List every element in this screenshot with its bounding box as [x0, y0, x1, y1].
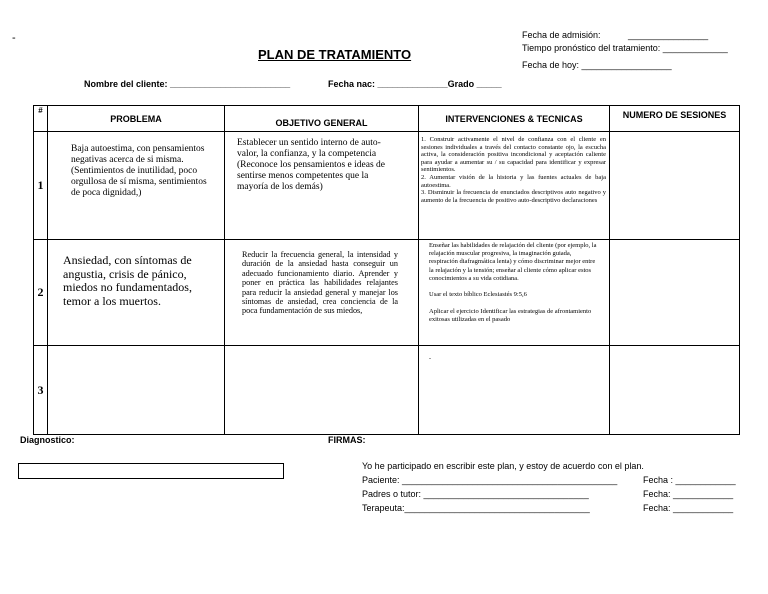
sessions-cell[interactable]	[610, 240, 740, 346]
diagnosis-input[interactable]	[18, 463, 284, 479]
diagnosis-label: Diagnostico:	[20, 435, 75, 445]
header-intervenciones: INTERVENCIONES & TECNICAS	[419, 106, 610, 132]
agreement-statement: Yo he participado en escribir este plan, y estoy de acuerdo con el plan.	[362, 461, 644, 471]
table-header-row	[34, 106, 740, 132]
today-date-field[interactable]: Fecha de hoy: __________________	[522, 60, 672, 70]
interventions-text: .	[429, 352, 431, 361]
patient-date-field[interactable]: Fecha : ____________	[643, 475, 736, 485]
table-row	[34, 132, 740, 240]
sessions-cell[interactable]	[610, 346, 740, 435]
therapist-signature-line[interactable]: Terapeuta:_____________________________________	[362, 503, 590, 513]
interventions-cell[interactable]	[419, 240, 610, 346]
table-row	[34, 346, 740, 435]
objective-cell[interactable]	[225, 346, 419, 435]
problem-cell[interactable]	[48, 132, 225, 240]
problem-text: Baja autoestima, con pensamientos negativas acerca de si misma. (Sentimientos de inutilidad, poco orgullosa de sí misma, sentimientos de poca dignidad,)	[71, 144, 207, 198]
row-number: 3	[34, 346, 48, 435]
interventions-text: 1. Construir activamente el nivel de confianza con el cliente en sesiones individuales a través del contacto constante ojo, la escucha activa, la consideración positiva incondicional y aceptación caliente para ayudar a aumentar su / su capacidad para identificar y expresar sentimientos. 2. Aumentar visión de la historia y las fuentes actuales de baja autoestima. 3. Disminuir la frecuencia de enunciados descriptivos auto negativo y aumento de la frecuencia de positivo auto-descriptivo declaraciones	[421, 136, 606, 204]
table-row	[34, 240, 740, 346]
objective-cell[interactable]	[225, 240, 419, 346]
interventions-cell[interactable]	[419, 346, 610, 435]
header-number: #	[34, 106, 48, 132]
header-sesiones: NUMERO DE SESIONES	[610, 106, 740, 132]
row-number: 1	[34, 132, 48, 240]
corner-mark: -	[12, 32, 16, 44]
guardian-date-field[interactable]: Fecha: ____________	[643, 489, 734, 499]
problem-cell[interactable]	[48, 240, 225, 346]
row-number: 2	[34, 240, 48, 346]
birthdate-grade-field[interactable]: Fecha nac: ______________Grado _____	[328, 79, 502, 89]
objective-cell[interactable]	[225, 132, 419, 240]
client-name-field[interactable]: Nombre del cliente: ________________________	[84, 79, 291, 89]
prognosis-time-field[interactable]: Tiempo pronóstico del tratamiento: _____________	[522, 43, 728, 53]
problem-cell[interactable]	[48, 346, 225, 435]
interventions-cell[interactable]	[419, 132, 610, 240]
interventions-text: Enseñar las habilidades de relajación del cliente (por ejemplo, la relajación muscular progresiva, la imaginación guiada, respiración diafragmática lenta) y cómo discriminar mejor entre la relajación y la tensión; enseñar al cliente cómo aplicar estos conocimientos a su vida cotidiana. Usar el texto bíblico Eclesiastés 9:5,6 Aplicar el ejercicio Identificar las estrategias de afrontamiento exitosas utilizadas en el pasado	[429, 242, 597, 323]
patient-signature-line[interactable]: Paciente: ___________________________________________	[362, 475, 618, 485]
problem-text: Ansiedad, con síntomas de angustia, crisis de pánico, miedos no fundamentados, temor a los muertos.	[63, 253, 192, 308]
sessions-cell[interactable]	[610, 132, 740, 240]
guardian-signature-line[interactable]: Padres o tutor: _________________________________	[362, 489, 589, 499]
page-title: PLAN DE TRATAMIENTO	[258, 47, 412, 62]
header-objetivo: OBJETIVO GENERAL	[225, 106, 419, 132]
treatment-table	[33, 105, 740, 435]
objective-text: Establecer un sentido interno de auto-valor, la confianza, y la competencia (Reconoce los pensamientos e ideas de sentirse menos competentes que la mayoría de los demás)	[237, 138, 385, 192]
admission-date-field[interactable]: Fecha de admisión: ________________	[522, 30, 709, 40]
signatures-label: FIRMAS:	[328, 435, 366, 445]
therapist-date-field[interactable]: Fecha: ____________	[643, 503, 734, 513]
objective-text: Reducir la frecuencia general, la intensidad y duración de la ansiedad hasta conseguir un adecuado funcionamiento diario. Aprender y poner en práctica las habilidades relajantes para reducir la ansiedad general y manejar los síntomas de ansiedad, crea conciencia de la poca fundamentación de sus miedos,	[242, 250, 398, 316]
header-problema: PROBLEMA	[48, 106, 225, 132]
